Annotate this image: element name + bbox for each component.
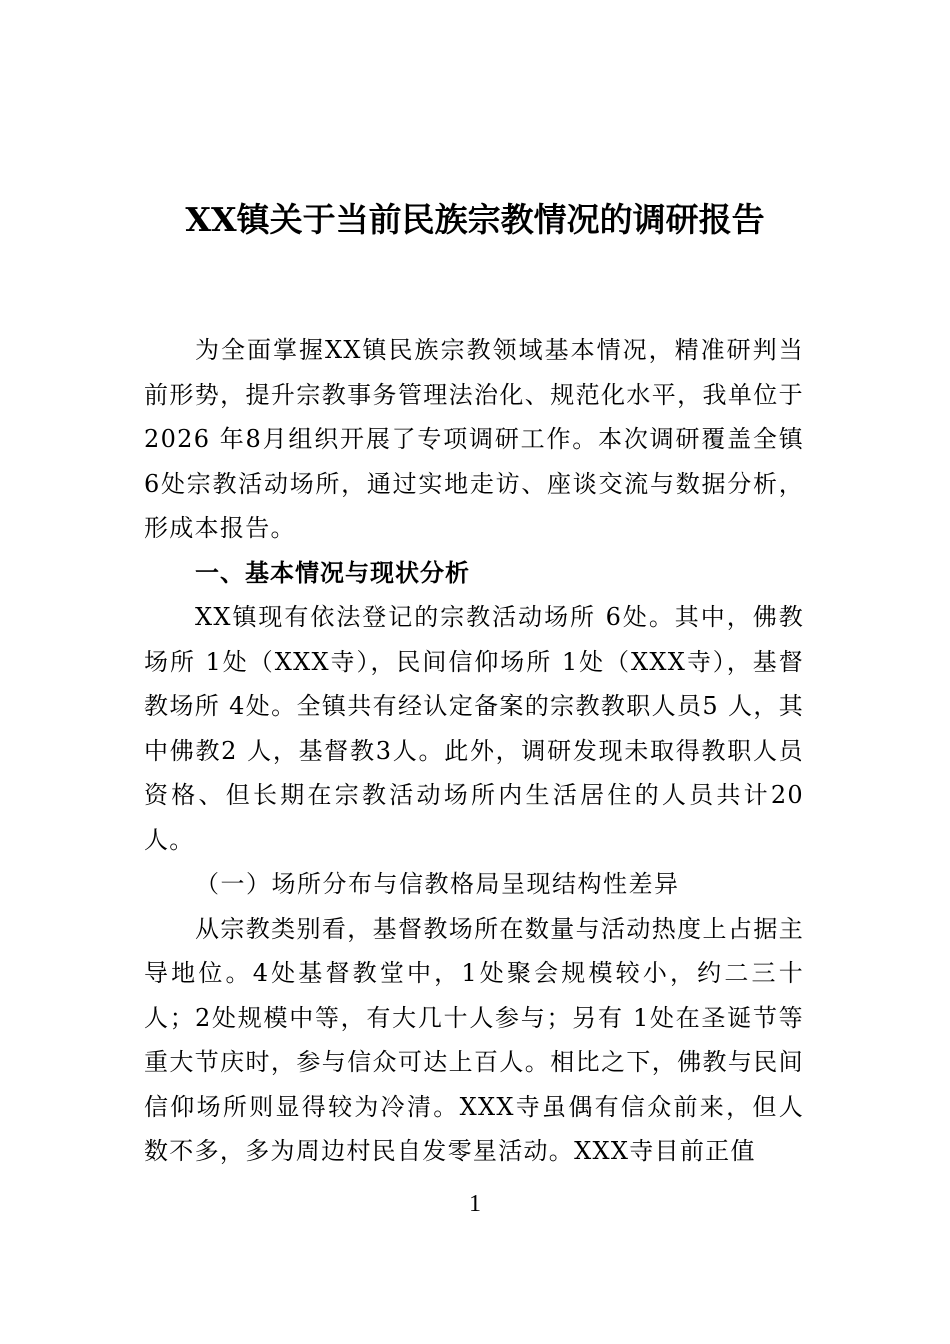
document-title: XX镇关于当前民族宗教情况的调研报告	[185, 200, 765, 239]
page-number: 1	[469, 1191, 481, 1217]
section-heading: 一、基本情况与现状分析	[195, 558, 470, 587]
intro-paragraph: 为全面掌握XX镇民族宗教领域基本情况，精准研判当前形势，提升宗教事务管理法治化、规范化水平，我单位于2026 年8月组织开展了专项调研工作。本次调研覆盖全镇6处宗教活动场所，通过实地走访、座谈交流与数据分析，形成本报告。	[144, 336, 804, 542]
section-paragraph: XX镇现有依法登记的宗教活动场所 6处。其中，佛教场所 1处（XXX寺），民间信仰场所 1处（XXX寺），基督教场所 4处。全镇共有经认定备案的宗教教职人员5 人，其中佛教2 人，基督教3人。此外，调研发现未取得教职人员资格、但长期在宗教活动场所内生活居住的人员共计20人。	[144, 603, 804, 854]
subsection-heading: （一）场所分布与信教格局呈现结构性差异	[195, 870, 680, 898]
subsection-paragraph: 从宗教类别看，基督教场所在数量与活动热度上占据主导地位。4处基督教堂中，1处聚会规模较小，约二三十人；2处规模中等，有大几十人参与；另有 1处在圣诞节等重大节庆时，参与信众可达上百人。相比之下，佛教与民间信仰场所则显得较为冷清。XXX寺虽偶有信众前来，但人数不多，多为周边村民自发零星活动。XXX寺目前正值	[144, 914, 804, 1165]
document-body	[144, 328, 804, 1174]
